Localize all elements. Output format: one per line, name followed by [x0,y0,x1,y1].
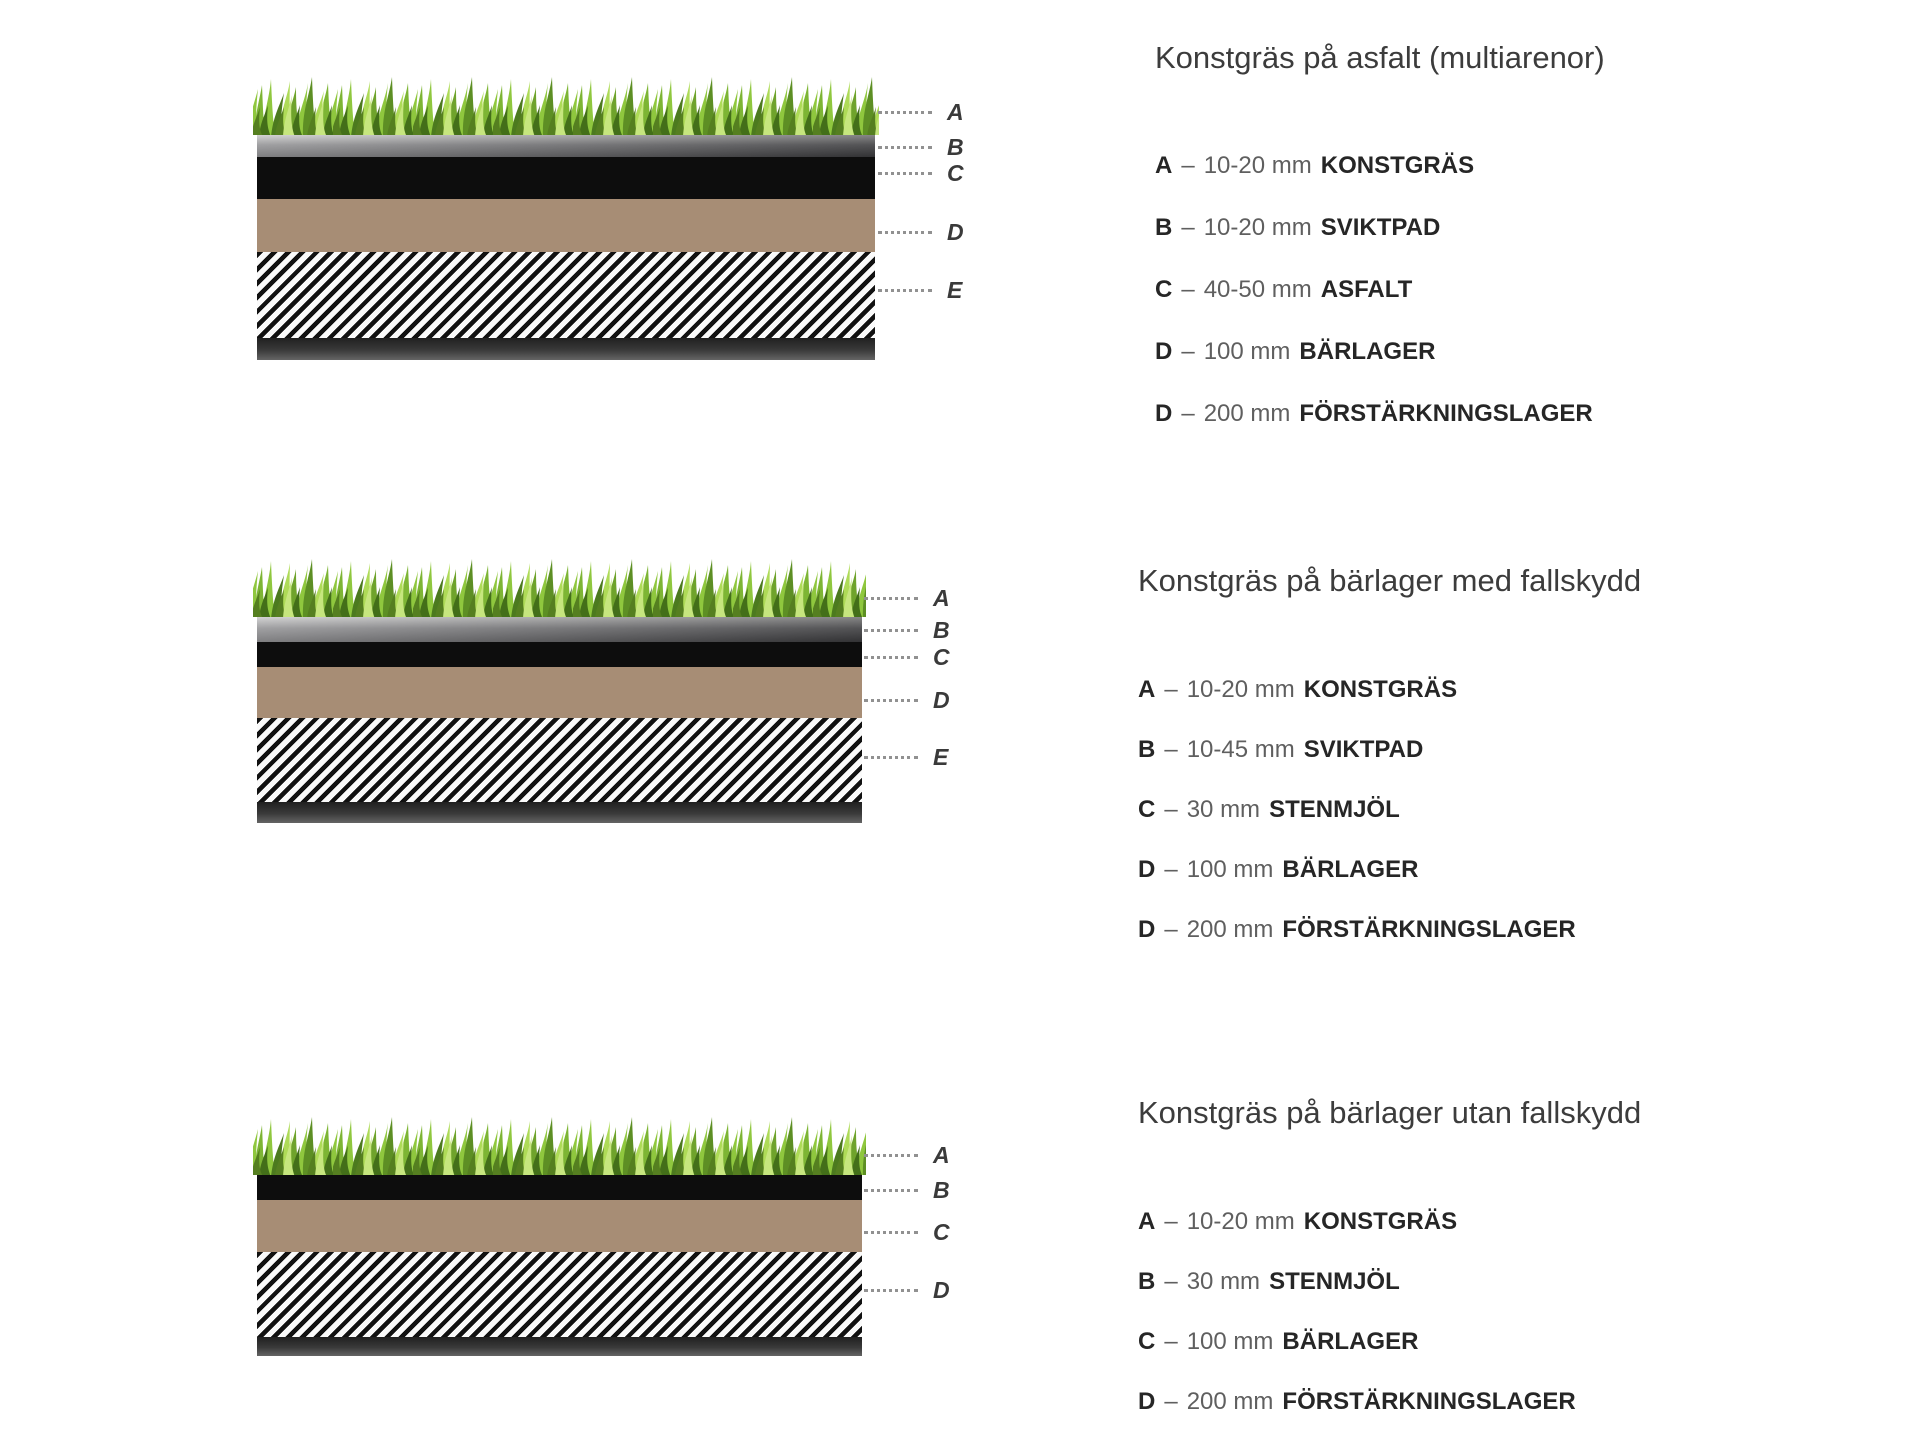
leader-line [864,699,918,702]
grass-layer [253,73,879,135]
layer-callout-a [878,100,964,124]
sviktpad-layer [257,617,862,642]
legend-size: 40-50 mm [1203,276,1312,303]
legend-item [1138,1388,1576,1416]
legend-material: BÄRLAGER [1299,338,1436,365]
legend-size: 10-20 mm [1203,152,1312,179]
legend-size: 200 mm [1186,916,1274,943]
legend-item [1155,338,1593,366]
legend-key: B [1138,736,1156,763]
legend-dash: – [1164,796,1178,823]
legend-key: A [1138,676,1156,703]
legend-size: 200 mm [1203,400,1291,427]
layer-callout-d [864,1278,950,1302]
leader-line [878,289,932,292]
legend-dash: – [1164,1268,1178,1295]
legend-item [1138,1268,1576,1296]
stenmjol-layer [257,642,862,667]
layer-callout-c [878,161,964,185]
legend-size: 10-45 mm [1186,736,1295,763]
asfalt-layer [257,157,875,199]
layer-label: A [933,1141,950,1168]
legend-material: STENMJÖL [1269,796,1400,823]
legend-material: SVIKTPAD [1320,214,1441,241]
legend-key: A [1138,1208,1156,1235]
leader-line [864,756,918,759]
legend-item [1138,1208,1576,1236]
leader-line [864,629,918,632]
layer-callout-c [864,1220,950,1244]
sviktpad-layer [257,135,875,157]
legend-item [1138,736,1576,764]
legend-material: BÄRLAGER [1282,1328,1419,1355]
legend-dash: – [1164,736,1178,763]
stenmjol-layer [257,1175,862,1200]
layer-label: B [933,1176,950,1203]
legend-material: KONSTGRÄS [1303,1208,1458,1235]
legend-dash: – [1164,856,1178,883]
legend-item [1155,152,1593,180]
layer-label: D [947,218,964,245]
legend-size: 100 mm [1186,1328,1274,1355]
diagram-asfalt [257,73,875,360]
legend-item [1155,400,1593,428]
layer-label: E [933,743,949,770]
legend-key: B [1155,214,1173,241]
forstarkningslager-layer [257,718,862,802]
layer-callout-e [864,745,948,769]
legend-item [1138,796,1576,824]
legend-size: 100 mm [1203,338,1291,365]
layer-label: B [947,133,964,160]
legend-size: 100 mm [1186,856,1274,883]
layer-label: D [933,1276,950,1303]
legend-item [1138,1328,1576,1356]
ground-strip [257,338,875,360]
grass-layer [253,555,866,617]
legend-size: 10-20 mm [1203,214,1312,241]
layer-label: A [933,584,950,611]
legend-key: C [1138,1328,1156,1355]
legend-size: 10-20 mm [1186,1208,1295,1235]
legend-key: C [1155,276,1173,303]
legend-size: 200 mm [1186,1388,1274,1415]
legend-key: B [1138,1268,1156,1295]
legend-material: ASFALT [1320,276,1413,303]
leader-line [864,1154,918,1157]
leader-line [878,172,932,175]
legend-material: FÖRSTÄRKNINGSLAGER [1299,400,1593,427]
legend-dash: – [1164,916,1178,943]
layer-callout-c [864,645,950,669]
diagram-barlager-fallskydd [257,555,862,823]
legend-material: FÖRSTÄRKNINGSLAGER [1282,1388,1576,1415]
leader-line [878,231,932,234]
leader-line [864,1189,918,1192]
legend-dash: – [1181,152,1195,179]
legend-key: D [1155,400,1173,427]
diagram-barlager-utan-fallskydd [257,1113,862,1356]
legend-item [1138,916,1576,944]
leader-line [864,656,918,659]
legend-item [1155,214,1593,242]
layer-callout-b [864,1178,950,1202]
legend-dash: – [1181,400,1195,427]
layer-label: C [933,1218,950,1245]
layer-callout-d [878,220,964,244]
legend-key: C [1138,796,1156,823]
barlager-layer [257,199,875,252]
legend-material: SVIKTPAD [1303,736,1424,763]
legend-dash: – [1164,676,1178,703]
legend-key: D [1155,338,1173,365]
layer-label: B [933,616,950,643]
legend-barlager-fallskydd [1138,676,1576,944]
layer-label: A [947,98,964,125]
leader-line [864,1289,918,1292]
legend-key: D [1138,856,1156,883]
legend-dash: – [1164,1328,1178,1355]
legend-asfalt [1155,152,1593,428]
legend-material: STENMJÖL [1269,1268,1400,1295]
legend-dash: – [1164,1208,1178,1235]
ground-strip [257,802,862,823]
layer-label: C [947,159,964,186]
legend-item [1155,276,1593,304]
layer-callout-a [864,586,950,610]
legend-size: 10-20 mm [1186,676,1295,703]
barlager-layer [257,667,862,718]
layer-callout-b [878,135,964,159]
legend-material: KONSTGRÄS [1303,676,1458,703]
legend-dash: – [1181,276,1195,303]
leader-line [864,1231,918,1234]
legend-size: 30 mm [1186,796,1261,823]
legend-dash: – [1164,1388,1178,1415]
legend-key: D [1138,1388,1156,1415]
barlager-layer [257,1200,862,1252]
section-title: Konstgräs på bärlager med fallskydd [1138,563,1642,598]
layer-callout-b [864,618,950,642]
leader-line [878,111,932,114]
ground-strip [257,1337,862,1356]
layer-label: D [933,686,950,713]
layer-label: C [933,643,950,670]
legend-item [1138,676,1576,704]
legend-barlager-utan-fallskydd [1138,1208,1576,1416]
legend-dash: – [1181,214,1195,241]
leader-line [878,146,932,149]
forstarkningslager-layer [257,1252,862,1337]
legend-dash: – [1181,338,1195,365]
legend-item [1138,856,1576,884]
forstarkningslager-layer [257,252,875,338]
layer-label: E [947,276,963,303]
leader-line [864,597,918,600]
legend-material: KONSTGRÄS [1320,152,1475,179]
layer-callout-a [864,1143,950,1167]
section-title: Konstgräs på asfalt (multiarenor) [1155,40,1605,75]
legend-material: FÖRSTÄRKNINGSLAGER [1282,916,1576,943]
legend-key: D [1138,916,1156,943]
legend-material: BÄRLAGER [1282,856,1419,883]
grass-layer [253,1113,866,1175]
legend-size: 30 mm [1186,1268,1261,1295]
legend-key: A [1155,152,1173,179]
section-title: Konstgräs på bärlager utan fallskydd [1138,1095,1642,1130]
layer-callout-d [864,688,950,712]
layer-callout-e [878,278,962,302]
